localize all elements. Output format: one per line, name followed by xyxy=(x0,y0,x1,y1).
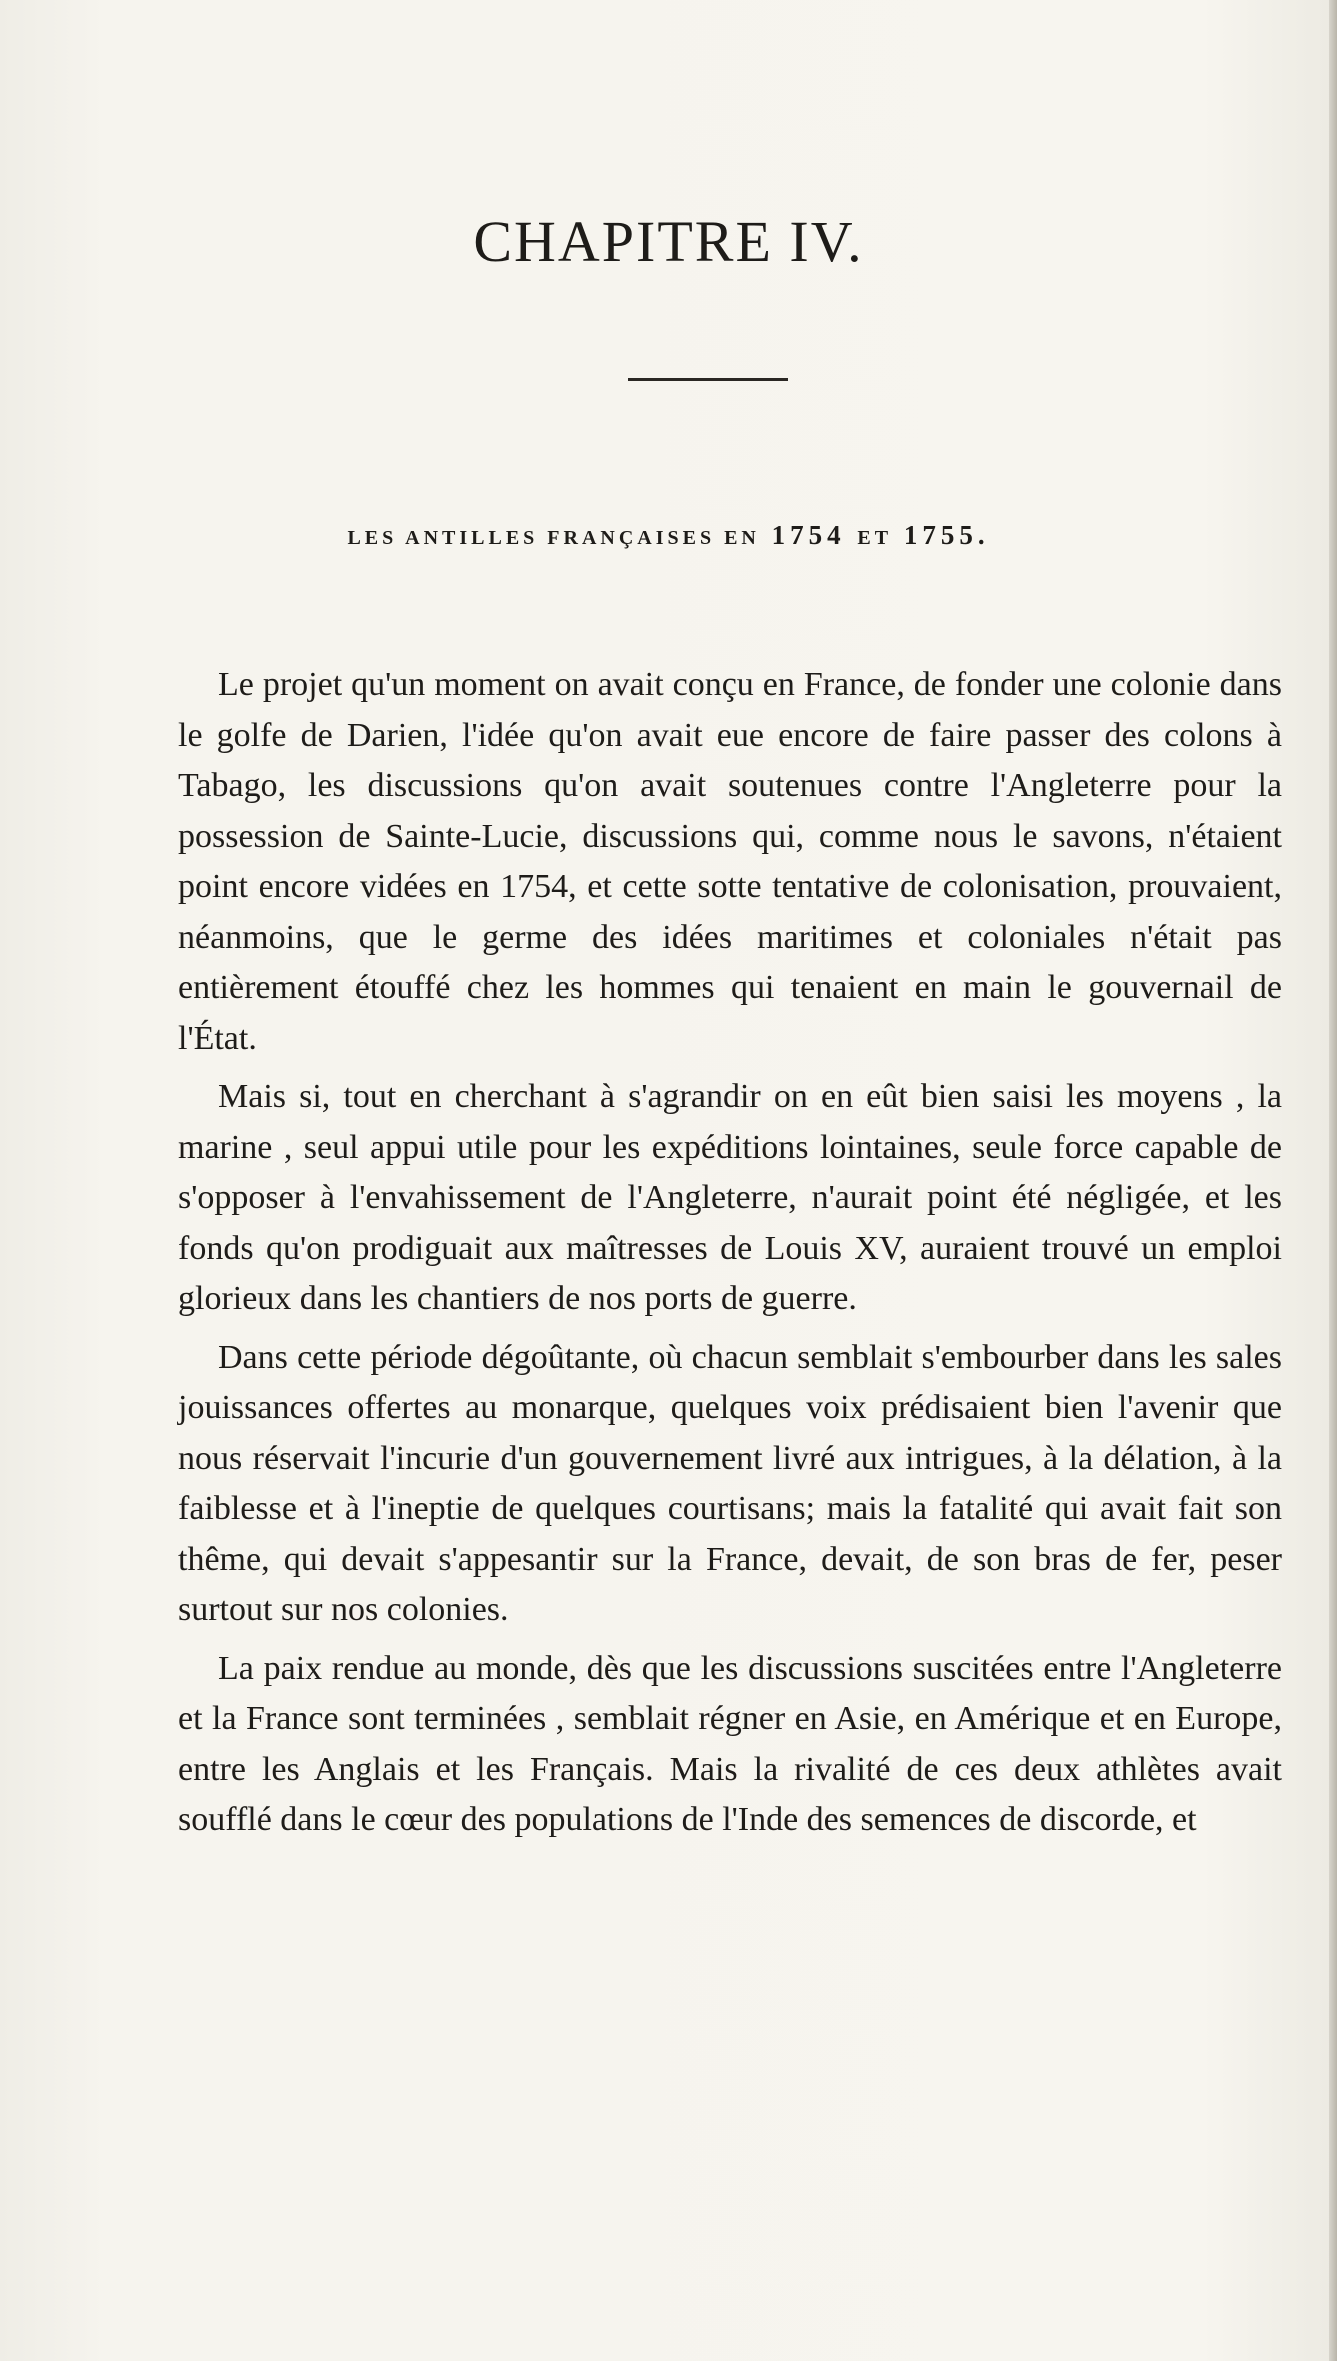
section-year-two: 1755. xyxy=(903,520,990,550)
paragraph-1: Le projet qu'un moment on avait conçu en France, de fonder une colonie dans le golfe de Darien, l'idée qu'on avait eue encore de faire passer des colons à Tabago, les discussions qu'on avait soutenues contre l'Angleterre pour la possession de Sainte-Lucie, discussions qui, comme nous le savons, n'étaient point encore vidées en 1754, et cette sotte tentative de colonisation, prouvaient, néanmoins, que le germe des idées maritimes et coloniales n'était pas entièrement étouffé chez les hommes qui tenaient en main le gouvernail de l'État. xyxy=(178,666,1282,1057)
page-edge xyxy=(1329,0,1337,2361)
paragraph-2: Mais si, tout en cherchant à s'agrandir on en eût bien saisi les moyens , la marine , seul appui utile pour les expéditions lointaines, seule force capable de s'opposer à l'envahissement de l'Angleterre, n'aurait point été négligée, et les fonds qu'on prodiguait aux maîtresses de Louis XV, auraient trouvé un emploi glorieux dans les chantiers de nos ports de guerre. xyxy=(178,1078,1282,1317)
section-heading-conj: ET xyxy=(857,527,893,549)
paragraph-4: La paix rendue au monde, dès que les discussions suscitées entre l'Angleterre et la France sont terminées , semblait régner en Asie, en Amérique et en Europe, entre les Anglais et les Français. Mais la rivalité de ces deux athlètes avait soufflé dans le cœur des populations de l'Inde des semences de discorde, et xyxy=(178,1649,1282,1838)
section-year-one: 1754 xyxy=(771,520,846,550)
title-rule xyxy=(628,378,788,381)
chapter-title: CHAPITRE IV. xyxy=(473,209,864,274)
section-heading-prefix: LES ANTILLES FRANÇAISES EN xyxy=(347,527,760,549)
section-title xyxy=(0,520,1337,551)
body-text xyxy=(178,660,1282,1854)
paragraph-3: Dans cette période dégoûtante, où chacun semblait s'embourber dans les sales jouissances offertes au monarque, quelques voix prédisaient bien l'avenir que nous réservait l'incurie d'un gouvernement livré aux intrigues, à la délation, à la faiblesse et à l'ineptie de quelques courtisans; mais la fatalité qui avait fait son thême, qui devait s'appesantir sur la France, devait, de son bras de fer, peser surtout sur nos colonies. xyxy=(178,1338,1282,1628)
